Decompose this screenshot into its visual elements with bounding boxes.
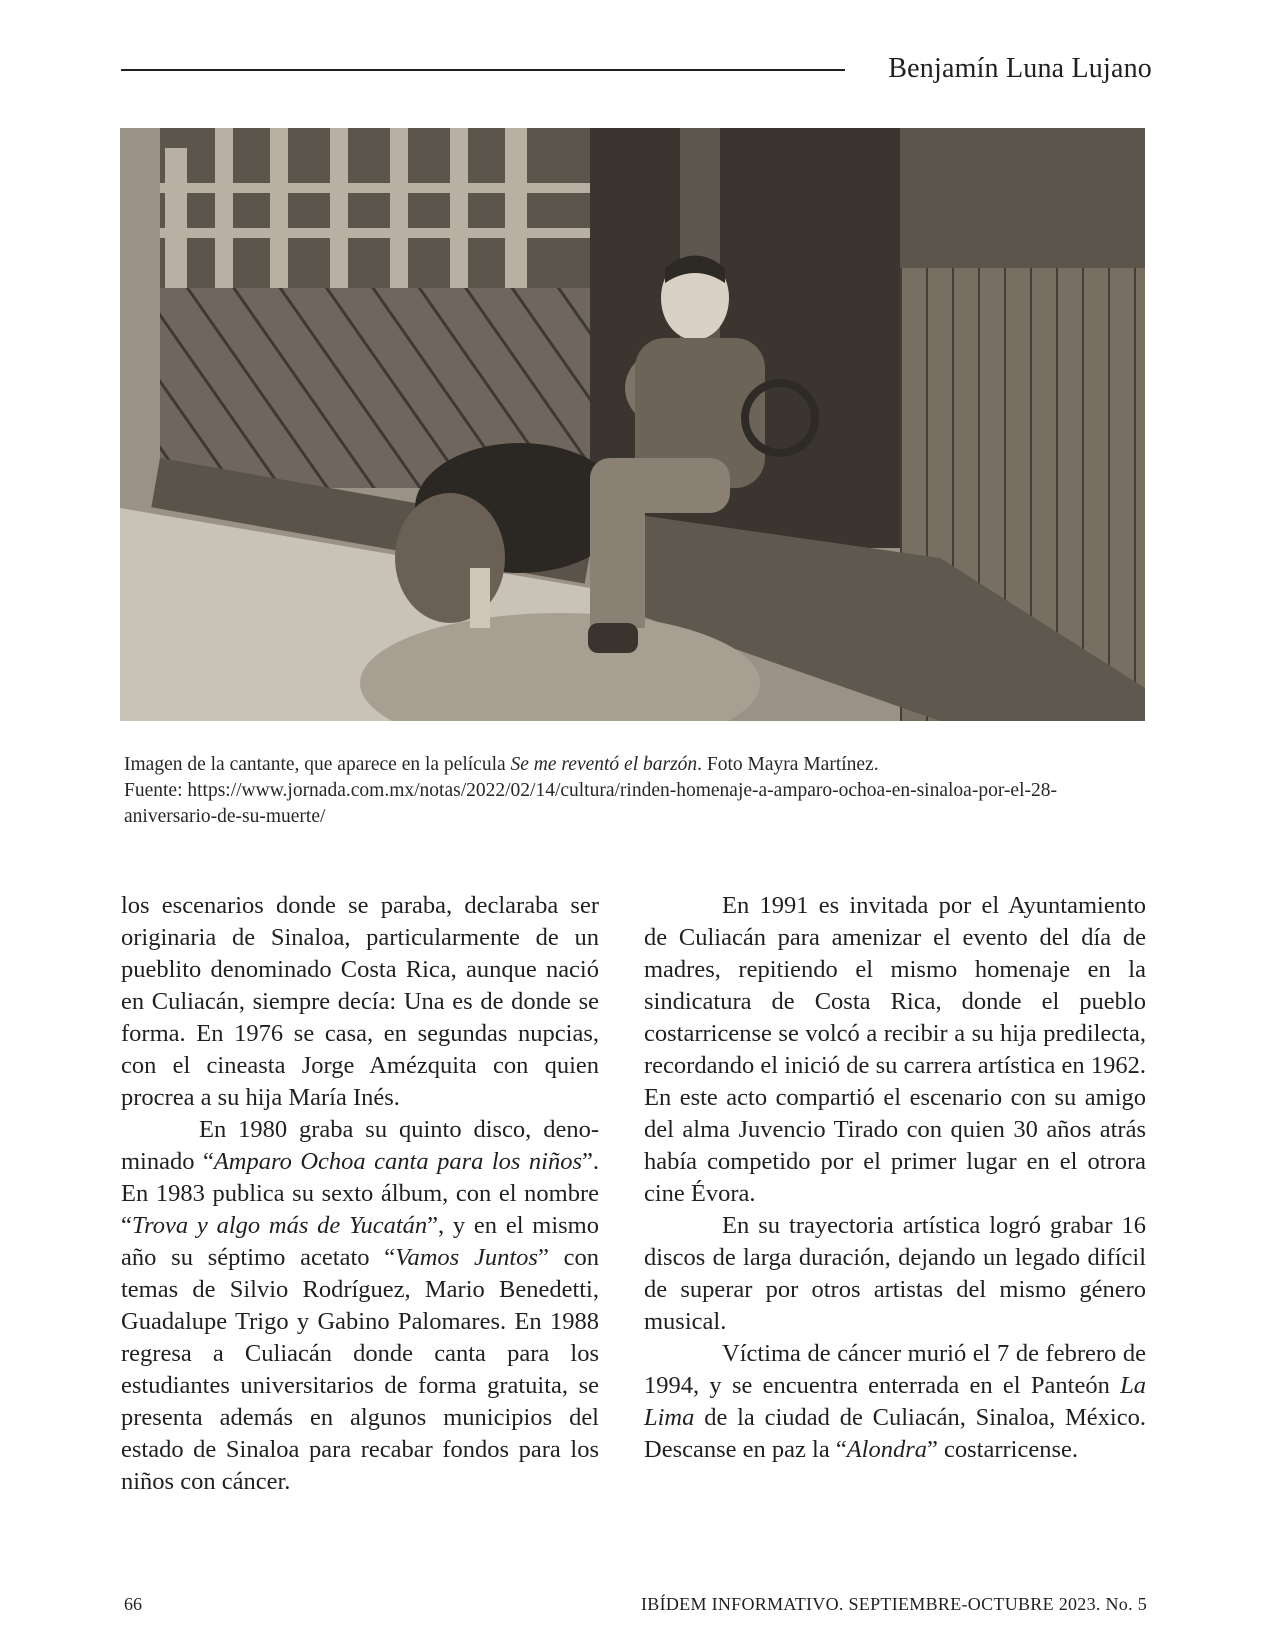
- text-span: de la ciudad de Culiacán, Sinaloa, México. Descanse en paz la “: [644, 1404, 1146, 1463]
- page-number: 66: [124, 1594, 142, 1614]
- caption-film-title: Se me reventó el barzón: [510, 754, 698, 775]
- photo-illustration: [120, 128, 1145, 721]
- text-span: ” con temas de Silvio Rodríguez, Mario Benedetti, Guadalupe Trigo y Gabino Palomares. En 1988 regresa a Culiacán donde canta para los estudiantes universitarios de forma gratuita, se presenta además en algunos municipios del estado de Sinaloa para recabar fondos para los niños con cáncer.: [121, 1244, 599, 1495]
- paragraph: En 1991 es invitada por el Ayuntamiento de Culiacán para amenizar el evento del día de madres, repitiendo el mismo homenaje en la sindicatura de Costa Rica, donde el pueblo costarricense se volcó a recibir a su hija predilecta, recordando el inició de su carrera artística en 1962. En este acto compartió el escenario con su amigo del alma Juvencio Tirado con quien 30 años atrás había competido por el primer lugar en el otrora cine Évora.: [644, 892, 1146, 1207]
- left-column: [121, 890, 599, 1498]
- paragraph: En su trayectoria artística logró grabar 16 discos de larga duración, dejando un legado difícil de superar por otros artistas del mismo género musical.: [644, 1212, 1146, 1335]
- paragraph: [644, 1338, 1146, 1466]
- journal-footer: IBÍDEM INFORMATIVO. SEPTIEMBRE-OCTUBRE 2023. No. 5: [640, 1594, 1147, 1614]
- text-span: ” costarricense.: [927, 1436, 1078, 1463]
- paragraph: [121, 1114, 599, 1498]
- figure-photo: [120, 128, 1145, 721]
- figure-caption: [124, 752, 1134, 830]
- album-title: Amparo Ochoa canta para los niños: [213, 1148, 582, 1175]
- paragraph: los escenarios donde se paraba, declaraba ser originaria de Sinaloa, particularmente de un pueblito denominado Costa Rica, aunque nació en Culiacán, siempre decía: Una es de donde se forma. En 1976 se casa, en segundas nupcias, con el cineasta Jorge Amézquita con quien procrea a su hija María Inés.: [121, 892, 599, 1111]
- right-column: [644, 890, 1146, 1466]
- caption-credit: . Foto Mayra Martínez.: [697, 754, 879, 775]
- place-name: La Lima: [644, 1372, 1146, 1431]
- text-span: ”. En 1983 publica su sexto álbum, con el nombre “: [121, 1148, 599, 1239]
- caption-source-link[interactable]: Fuente: https://www.jornada.com.mx/notas/2022/02/14/cultura/rinden-homenaje-a-amparo-ochoa-en-sinaloa-por-el-28-aniversario-de-su-muerte/: [124, 780, 1057, 827]
- album-title: Vamos Juntos: [395, 1244, 538, 1271]
- text-span: ”, y en el mismo año su séptimo acetato “: [121, 1212, 599, 1271]
- text-span: En 1980 graba su quinto disco, denominado “: [121, 1116, 599, 1175]
- running-header-author: Benjamín Luna Lujano: [888, 53, 1152, 84]
- album-title: Trova y algo más de Yucatán: [131, 1212, 428, 1239]
- caption-text: Imagen de la cantante, que aparece en la película: [124, 754, 511, 775]
- nickname: Alondra: [846, 1436, 927, 1463]
- text-span: Víctima de cáncer murió el 7 de febrero de 1994, y se encuentra enterrada en el Panteón: [644, 1340, 1146, 1399]
